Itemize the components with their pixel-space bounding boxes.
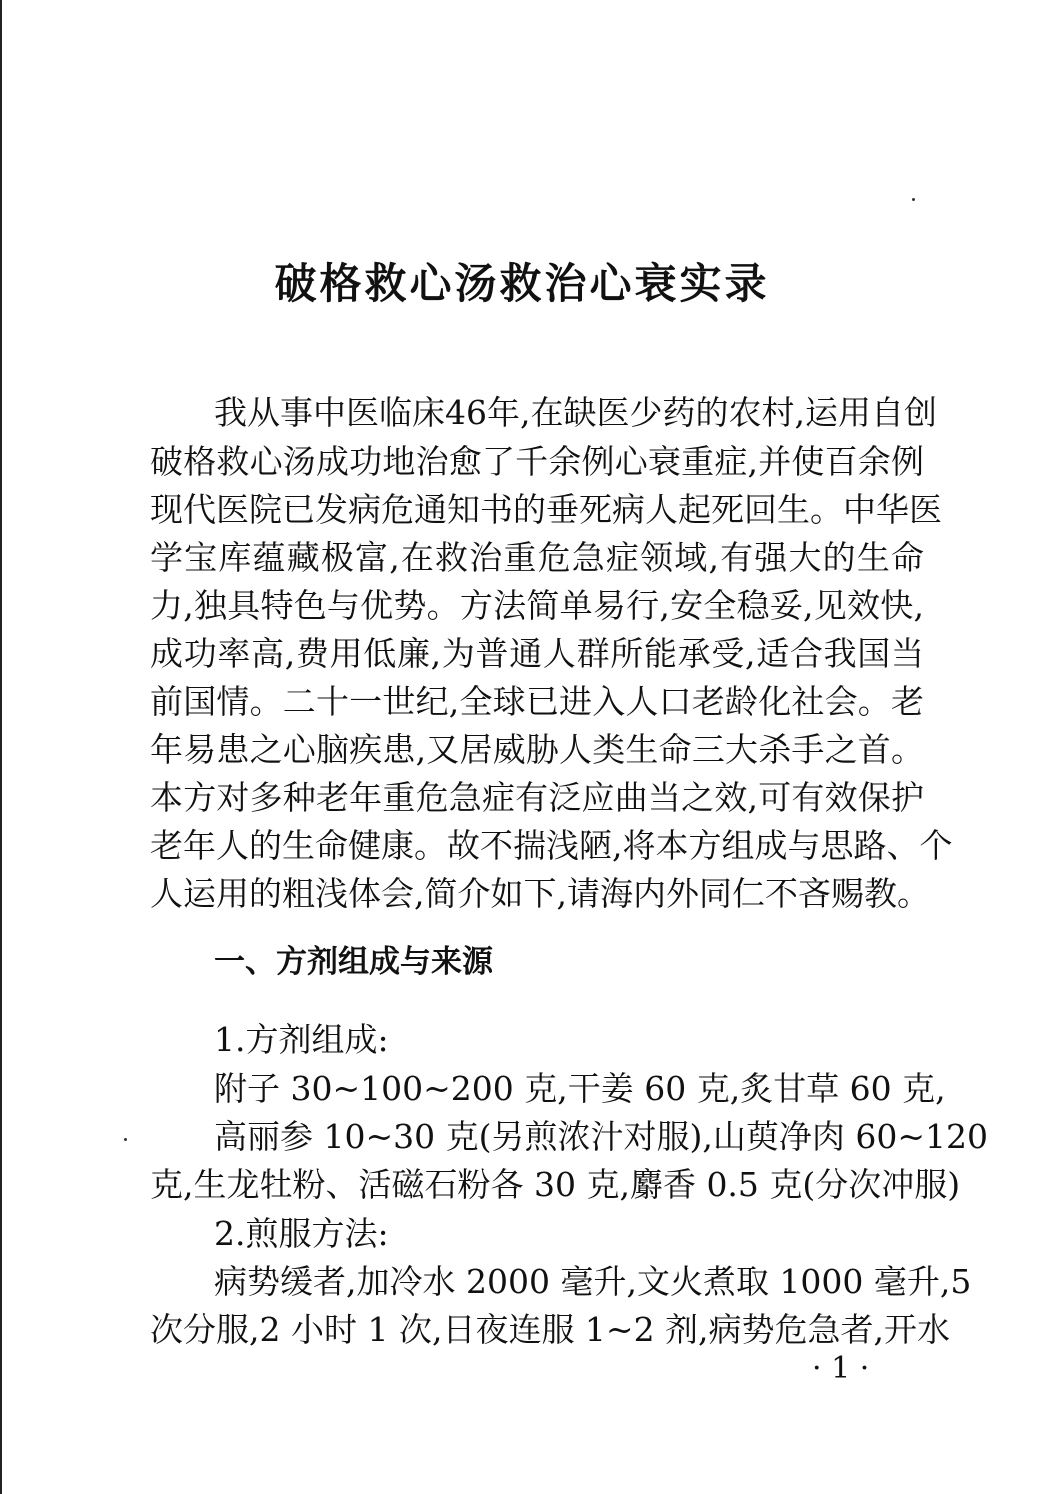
paragraph-line: 力,独具特色与优势。方法简单易行,安全稳妥,见效快, [150,586,924,625]
section-line: 克,生龙牡粉、活磁石粉各 30 克,麝香 0.5 克(分次冲服) [150,1165,961,1204]
section-line: 次分服,2 小时 1 次,日夜连服 1~2 剂,病势危急者,开水 [150,1310,951,1349]
paragraph-line: 前国情。二十一世纪,全球已进入人口老龄化社会。老 [150,682,924,721]
section-heading: 一、方剂组成与来源 [214,944,493,980]
scan-speck [124,1138,127,1141]
paragraph-line: 老年人的生命健康。故不揣浅陋,将本方组成与思路、个 [150,826,953,865]
page-edge [0,0,2,1494]
paragraph-line: 我从事中医临床46年,在缺医少药的农村,运用自创 [214,393,937,432]
section-line: 附子 30~100~200 克,干姜 60 克,炙甘草 60 克, [214,1069,946,1108]
page-title: 破格救心汤救治心衰实录 [274,259,770,308]
page-number: · 1 · [812,1351,870,1386]
paragraph-line: 现代医院已发病危通知书的垂死病人起死回生。中华医 [150,490,942,529]
paragraph-line: 成功率高,费用低廉,为普通人群所能承受,适合我国当 [150,634,924,673]
section-line: 病势缓者,加冷水 2000 毫升,文火煮取 1000 毫升,5 [214,1262,972,1301]
paragraph-line: 年易患之心脑疾患,又居威胁人类生命三大杀手之首。 [150,730,924,769]
scan-speck [912,198,915,201]
section-line: 1.方剂组成: [214,1020,389,1059]
paragraph-line: 本方对多种老年重危急症有泛应曲当之效,可有效保护 [150,778,924,817]
paragraph-line: 破格救心汤成功地治愈了千余例心衰重症,并使百余例 [150,442,924,481]
paragraph-line: 人运用的粗浅体会,简介如下,请海内外同仁不吝赐教。 [150,874,930,913]
section-line: 高丽参 10~30 克(另煎浓汁对服),山萸净肉 60~120 [214,1117,988,1156]
section-line: 2.煎服方法: [214,1214,389,1253]
paragraph-line: 学宝库蕴藏极富,在救治重危急症领域,有强大的生命 [150,538,924,577]
